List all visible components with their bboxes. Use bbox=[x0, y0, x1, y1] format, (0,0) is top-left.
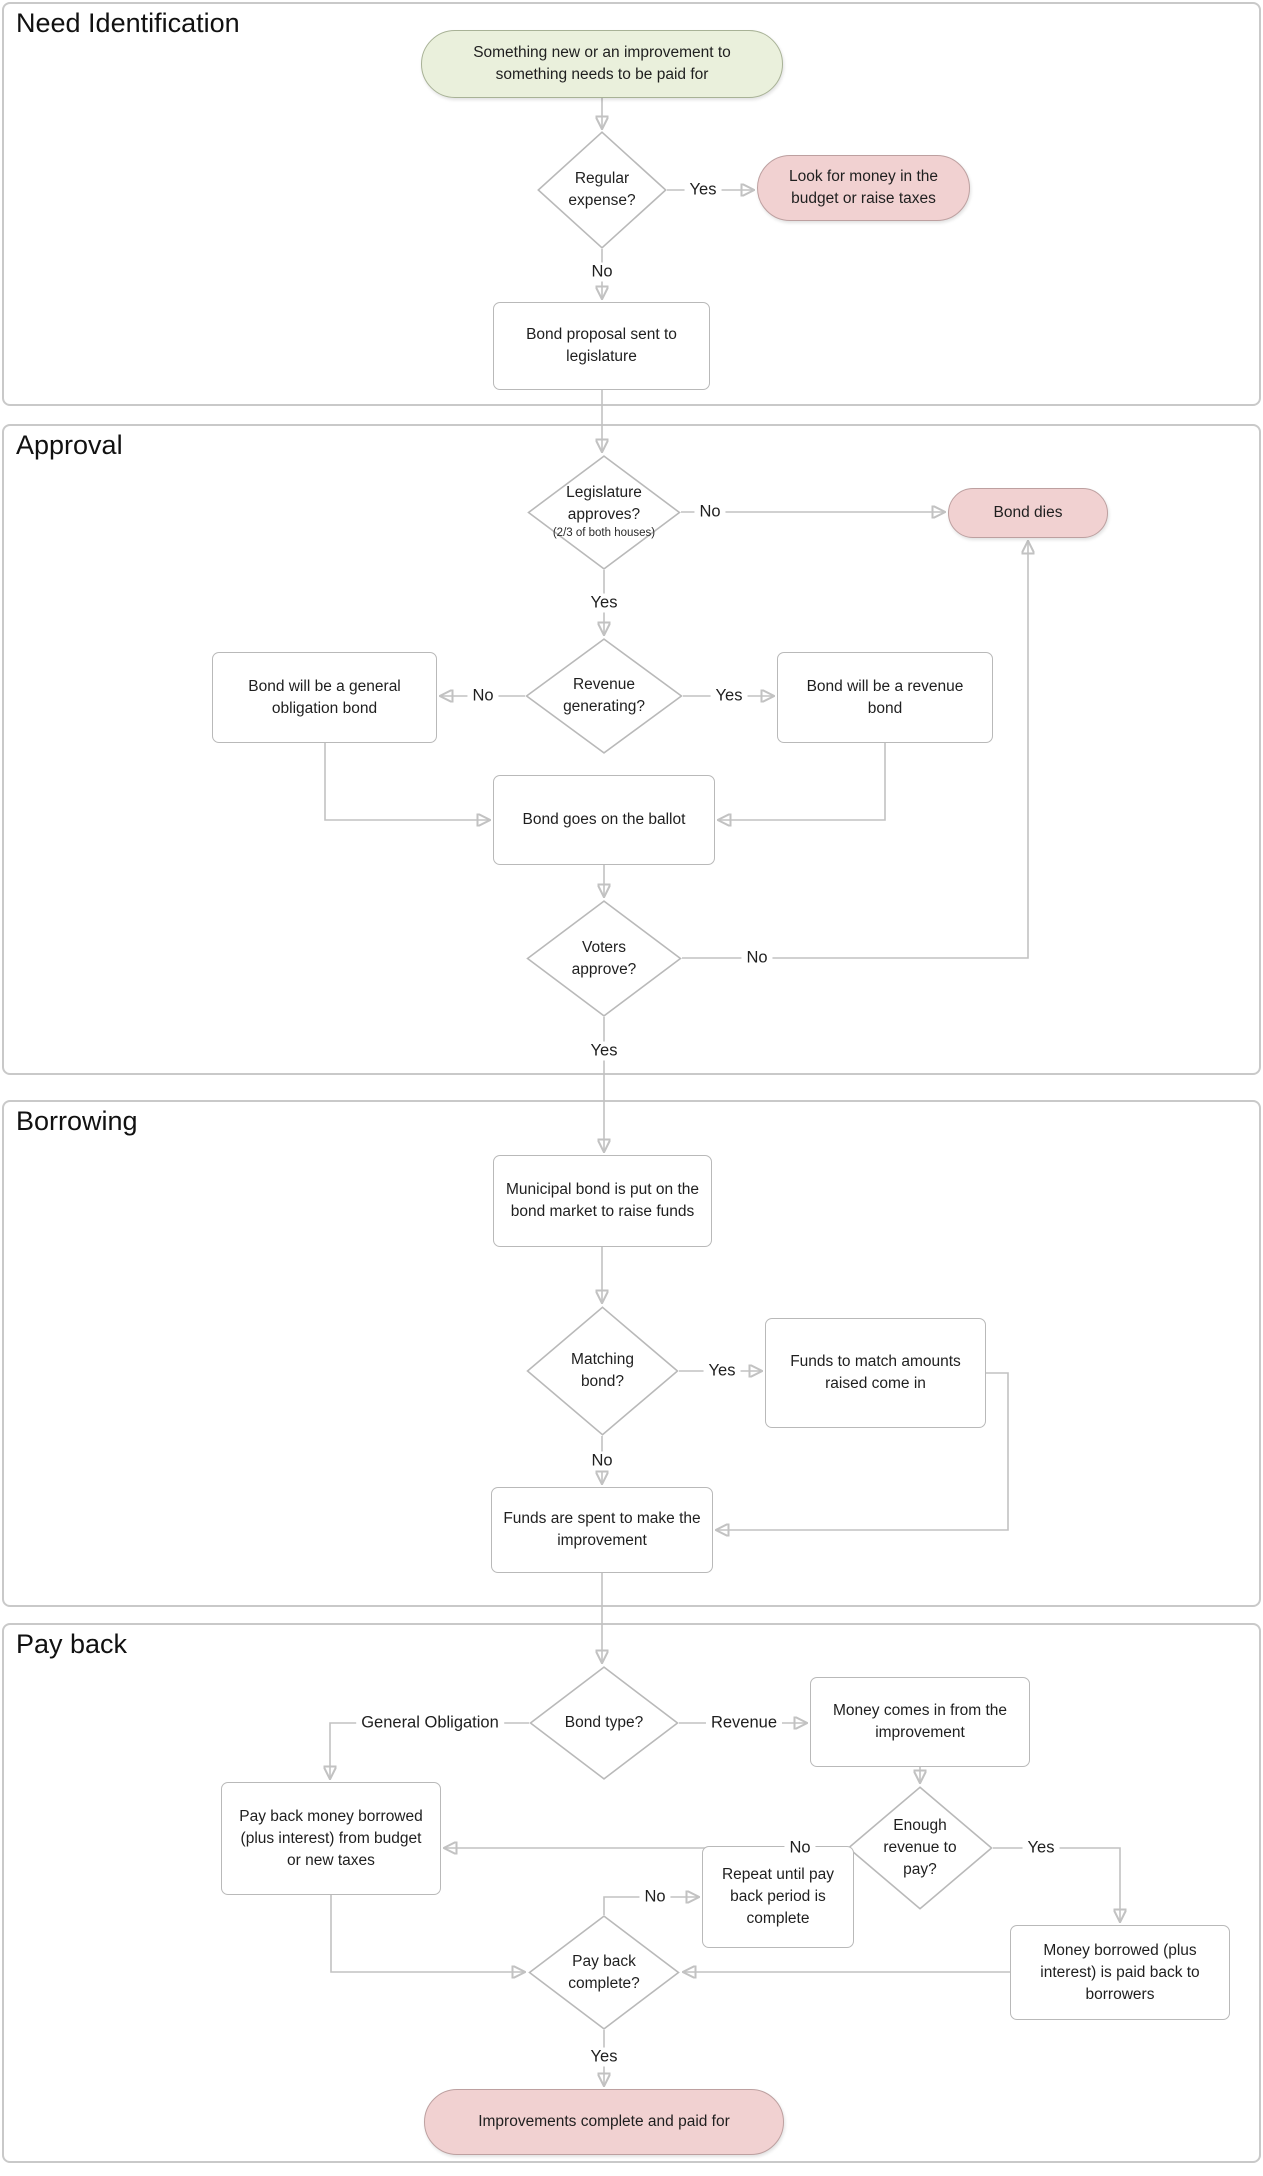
edge-label-matching-no: No bbox=[586, 1452, 617, 1471]
edge-label-matching-yes: Yes bbox=[704, 1362, 741, 1381]
decision-legislature-approves-label: Legislature approves? bbox=[566, 483, 642, 523]
terminal-bond-dies-label: Bond dies bbox=[993, 504, 1063, 521]
terminal-look-for-money bbox=[757, 155, 970, 221]
section-title-need-identification: Need Identification bbox=[16, 8, 240, 38]
process-money-borrowed-paid bbox=[1010, 1925, 1230, 2020]
section-title-approval: Approval bbox=[16, 430, 123, 460]
edge-label-voters-yes: Yes bbox=[586, 1042, 623, 1061]
process-general-obligation-bond-label: Bond will be a general obligation bond bbox=[248, 677, 401, 717]
terminal-improvements-complete-label: Improvements complete and paid for bbox=[478, 2113, 730, 2130]
edge-label-enough-revenue-no: No bbox=[784, 1839, 815, 1858]
edge-label-regular-expense-no: No bbox=[586, 263, 617, 282]
process-money-borrowed-paid-label: Money borrowed (plus interest) is paid back to borrowers bbox=[1040, 1941, 1200, 2003]
decision-payback-complete-label: Pay back complete? bbox=[568, 1952, 640, 1992]
process-payback-money bbox=[221, 1782, 441, 1895]
decision-legislature-approves-sublabel: (2/3 of both houses) bbox=[552, 527, 656, 540]
decision-bond-type-label: Bond type? bbox=[564, 1714, 644, 1732]
edge-label-enough-revenue-yes: Yes bbox=[1023, 1839, 1060, 1858]
process-money-comes-in bbox=[810, 1677, 1030, 1767]
section-title-borrowing: Borrowing bbox=[16, 1106, 138, 1136]
decision-matching-bond-label: Matching bond? bbox=[571, 1351, 634, 1390]
process-municipal-bond-market-label: Municipal bond is put on the bond market to raise funds bbox=[505, 1181, 700, 1220]
edge-label-revenue-generating-yes: Yes bbox=[711, 687, 748, 706]
process-bond-proposal bbox=[493, 302, 710, 390]
process-funds-match-label: Funds to match amounts raised come in bbox=[790, 1353, 961, 1392]
decision-revenue-generating bbox=[525, 638, 683, 754]
process-municipal-bond-market bbox=[493, 1155, 712, 1247]
decision-payback-complete bbox=[528, 1915, 680, 2030]
edge-label-legislature-no: No bbox=[694, 503, 725, 522]
terminal-bond-dies bbox=[948, 488, 1108, 538]
decision-voters-approve bbox=[526, 900, 682, 1017]
edge-label-payback-complete-yes: Yes bbox=[586, 2048, 623, 2067]
edge-label-bond-type-revenue: Revenue bbox=[706, 1714, 782, 1733]
process-revenue-bond-label: Bond will be a revenue bond bbox=[806, 677, 964, 717]
decision-enough-revenue-label: Enough revenue to pay? bbox=[883, 1817, 957, 1878]
section-title-pay-back: Pay back bbox=[16, 1629, 128, 1659]
start-node-label: Something new or an improvement to something needs to be paid for bbox=[473, 44, 731, 83]
process-funds-spent bbox=[491, 1487, 713, 1573]
edge-label-regular-expense-yes: Yes bbox=[685, 181, 722, 200]
process-funds-match bbox=[765, 1318, 986, 1428]
decision-matching-bond bbox=[526, 1306, 679, 1436]
process-general-obligation-bond bbox=[212, 652, 437, 743]
decision-regular-expense bbox=[537, 131, 667, 249]
decision-revenue-generating-label: Revenue generating? bbox=[563, 676, 645, 715]
edge-label-bond-type-general-obligation: General Obligation bbox=[356, 1714, 504, 1733]
process-bond-ballot bbox=[493, 775, 715, 865]
decision-bond-type bbox=[529, 1666, 679, 1780]
process-bond-proposal-label: Bond proposal sent to legislature bbox=[526, 326, 677, 365]
process-repeat-until bbox=[702, 1846, 854, 1948]
edge-label-legislature-yes: Yes bbox=[586, 594, 623, 613]
process-bond-ballot-label: Bond goes on the ballot bbox=[522, 811, 686, 828]
process-payback-money-label: Pay back money borrowed (plus interest) from budget or new taxes bbox=[239, 1807, 423, 1869]
terminal-improvements-complete bbox=[424, 2089, 784, 2155]
process-funds-spent-label: Funds are spent to make the improvement bbox=[503, 1510, 701, 1549]
decision-legislature-approves bbox=[527, 455, 681, 570]
process-revenue-bond bbox=[777, 652, 993, 743]
decision-enough-revenue bbox=[847, 1786, 993, 1910]
terminal-look-for-money-label: Look for money in the budget or raise taxes bbox=[788, 168, 939, 207]
edge-label-revenue-generating-no: No bbox=[467, 687, 498, 706]
decision-voters-approve-label: Voters approve? bbox=[571, 938, 637, 978]
decision-regular-expense-label: Regular expense? bbox=[568, 170, 636, 209]
process-repeat-until-label: Repeat until pay back period is complete bbox=[721, 1866, 835, 1927]
start-node-need bbox=[421, 30, 783, 98]
edge-label-voters-no: No bbox=[741, 949, 772, 968]
process-money-comes-in-label: Money comes in from the improvement bbox=[832, 1702, 1007, 1741]
edge-label-payback-complete-no: No bbox=[639, 1888, 670, 1907]
